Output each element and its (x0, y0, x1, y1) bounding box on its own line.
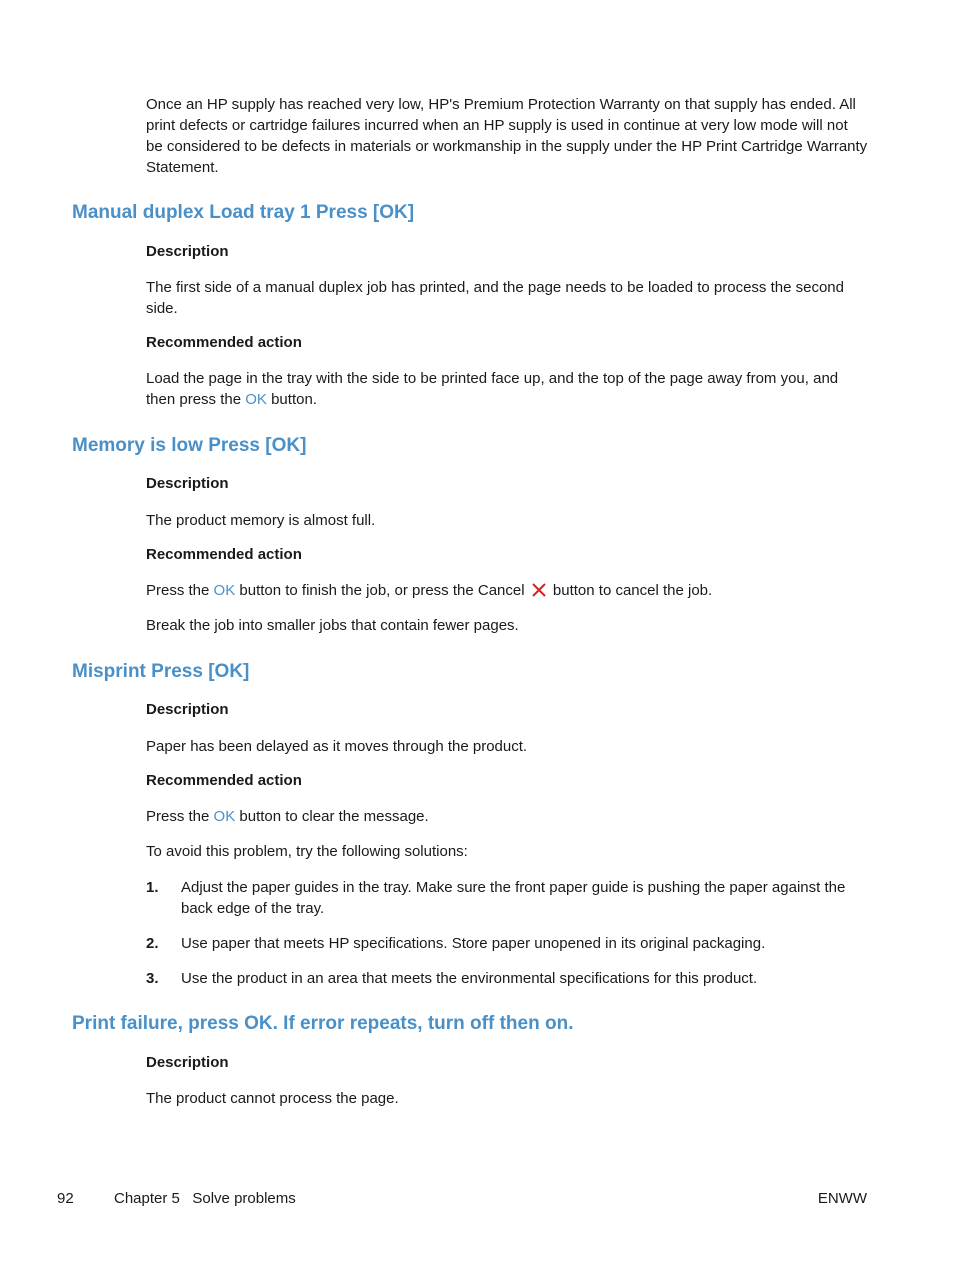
recommended-action-text: Load the page in the tray with the side to be printed face up, and the top of the page away from you, and then press the OK button. (146, 370, 839, 408)
description-label: Description (146, 475, 229, 492)
intro-paragraph: Once an HP supply has reached very low, HP's Premium Protection Warranty on that supply has ended. All print defects or cartridge failures incurred when an HP supply is used in continue at very low mode will not be considered to be defects in materials or workmanship in the supply under the HP Print Cartridge Warranty Statement. (146, 96, 868, 176)
recommended-action-text: Press the OK button to finish the job, or press the Cancel button to cancel the job. (146, 582, 713, 599)
ok-button-ref: OK (213, 582, 236, 599)
footer-enww: ENWW (817, 1190, 867, 1207)
section-title-print-failure: Print failure, press OK. If error repeats, turn off then on. (72, 1013, 574, 1034)
step-text: Use the product in an area that meets the environmental specifications for this product. (181, 970, 758, 987)
description-label: Description (146, 1054, 229, 1071)
cancel-x-icon (531, 582, 547, 596)
description-text: Paper has been delayed as it moves through the product. (146, 738, 528, 755)
page-number: 92 (57, 1190, 74, 1207)
description-label: Description (146, 701, 229, 718)
description-label: Description (146, 243, 229, 260)
description-text: The first side of a manual duplex job has printed, and the page needs to be loaded to process the second side. (146, 279, 844, 317)
chapter-title: Chapter 5 Solve problems (114, 1190, 296, 1207)
step-text: Use paper that meets HP specifications. Store paper unopened in its original packaging. (181, 935, 766, 952)
section-title-misprint: Misprint Press [OK] (72, 661, 250, 682)
recommended-action-text-2: Break the job into smaller jobs that contain fewer pages. (146, 617, 519, 634)
recommended-action-label: Recommended action (146, 772, 302, 789)
step-number: 2. (146, 935, 159, 952)
ok-button-ref: OK (245, 391, 267, 408)
section-title-memory-low: Memory is low Press [OK] (72, 435, 307, 456)
step-number: 1. (146, 879, 159, 896)
description-text: The product memory is almost full. (146, 512, 376, 529)
recommended-action-label: Recommended action (146, 546, 302, 563)
description-text: The product cannot process the page. (146, 1090, 399, 1107)
step-number: 3. (146, 970, 159, 987)
step-text: Adjust the paper guides in the tray. Make sure the front paper guide is pushing the paper against the back edge of the tray. (181, 879, 846, 917)
recommended-action-label: Recommended action (146, 334, 302, 351)
section-title-manual-duplex: Manual duplex Load tray 1 Press [OK] (72, 202, 415, 223)
avoid-text: To avoid this problem, try the following solutions: (146, 843, 468, 860)
recommended-action-text: Press the OK button to clear the message. (146, 808, 429, 825)
ok-button-ref: OK (213, 808, 236, 825)
